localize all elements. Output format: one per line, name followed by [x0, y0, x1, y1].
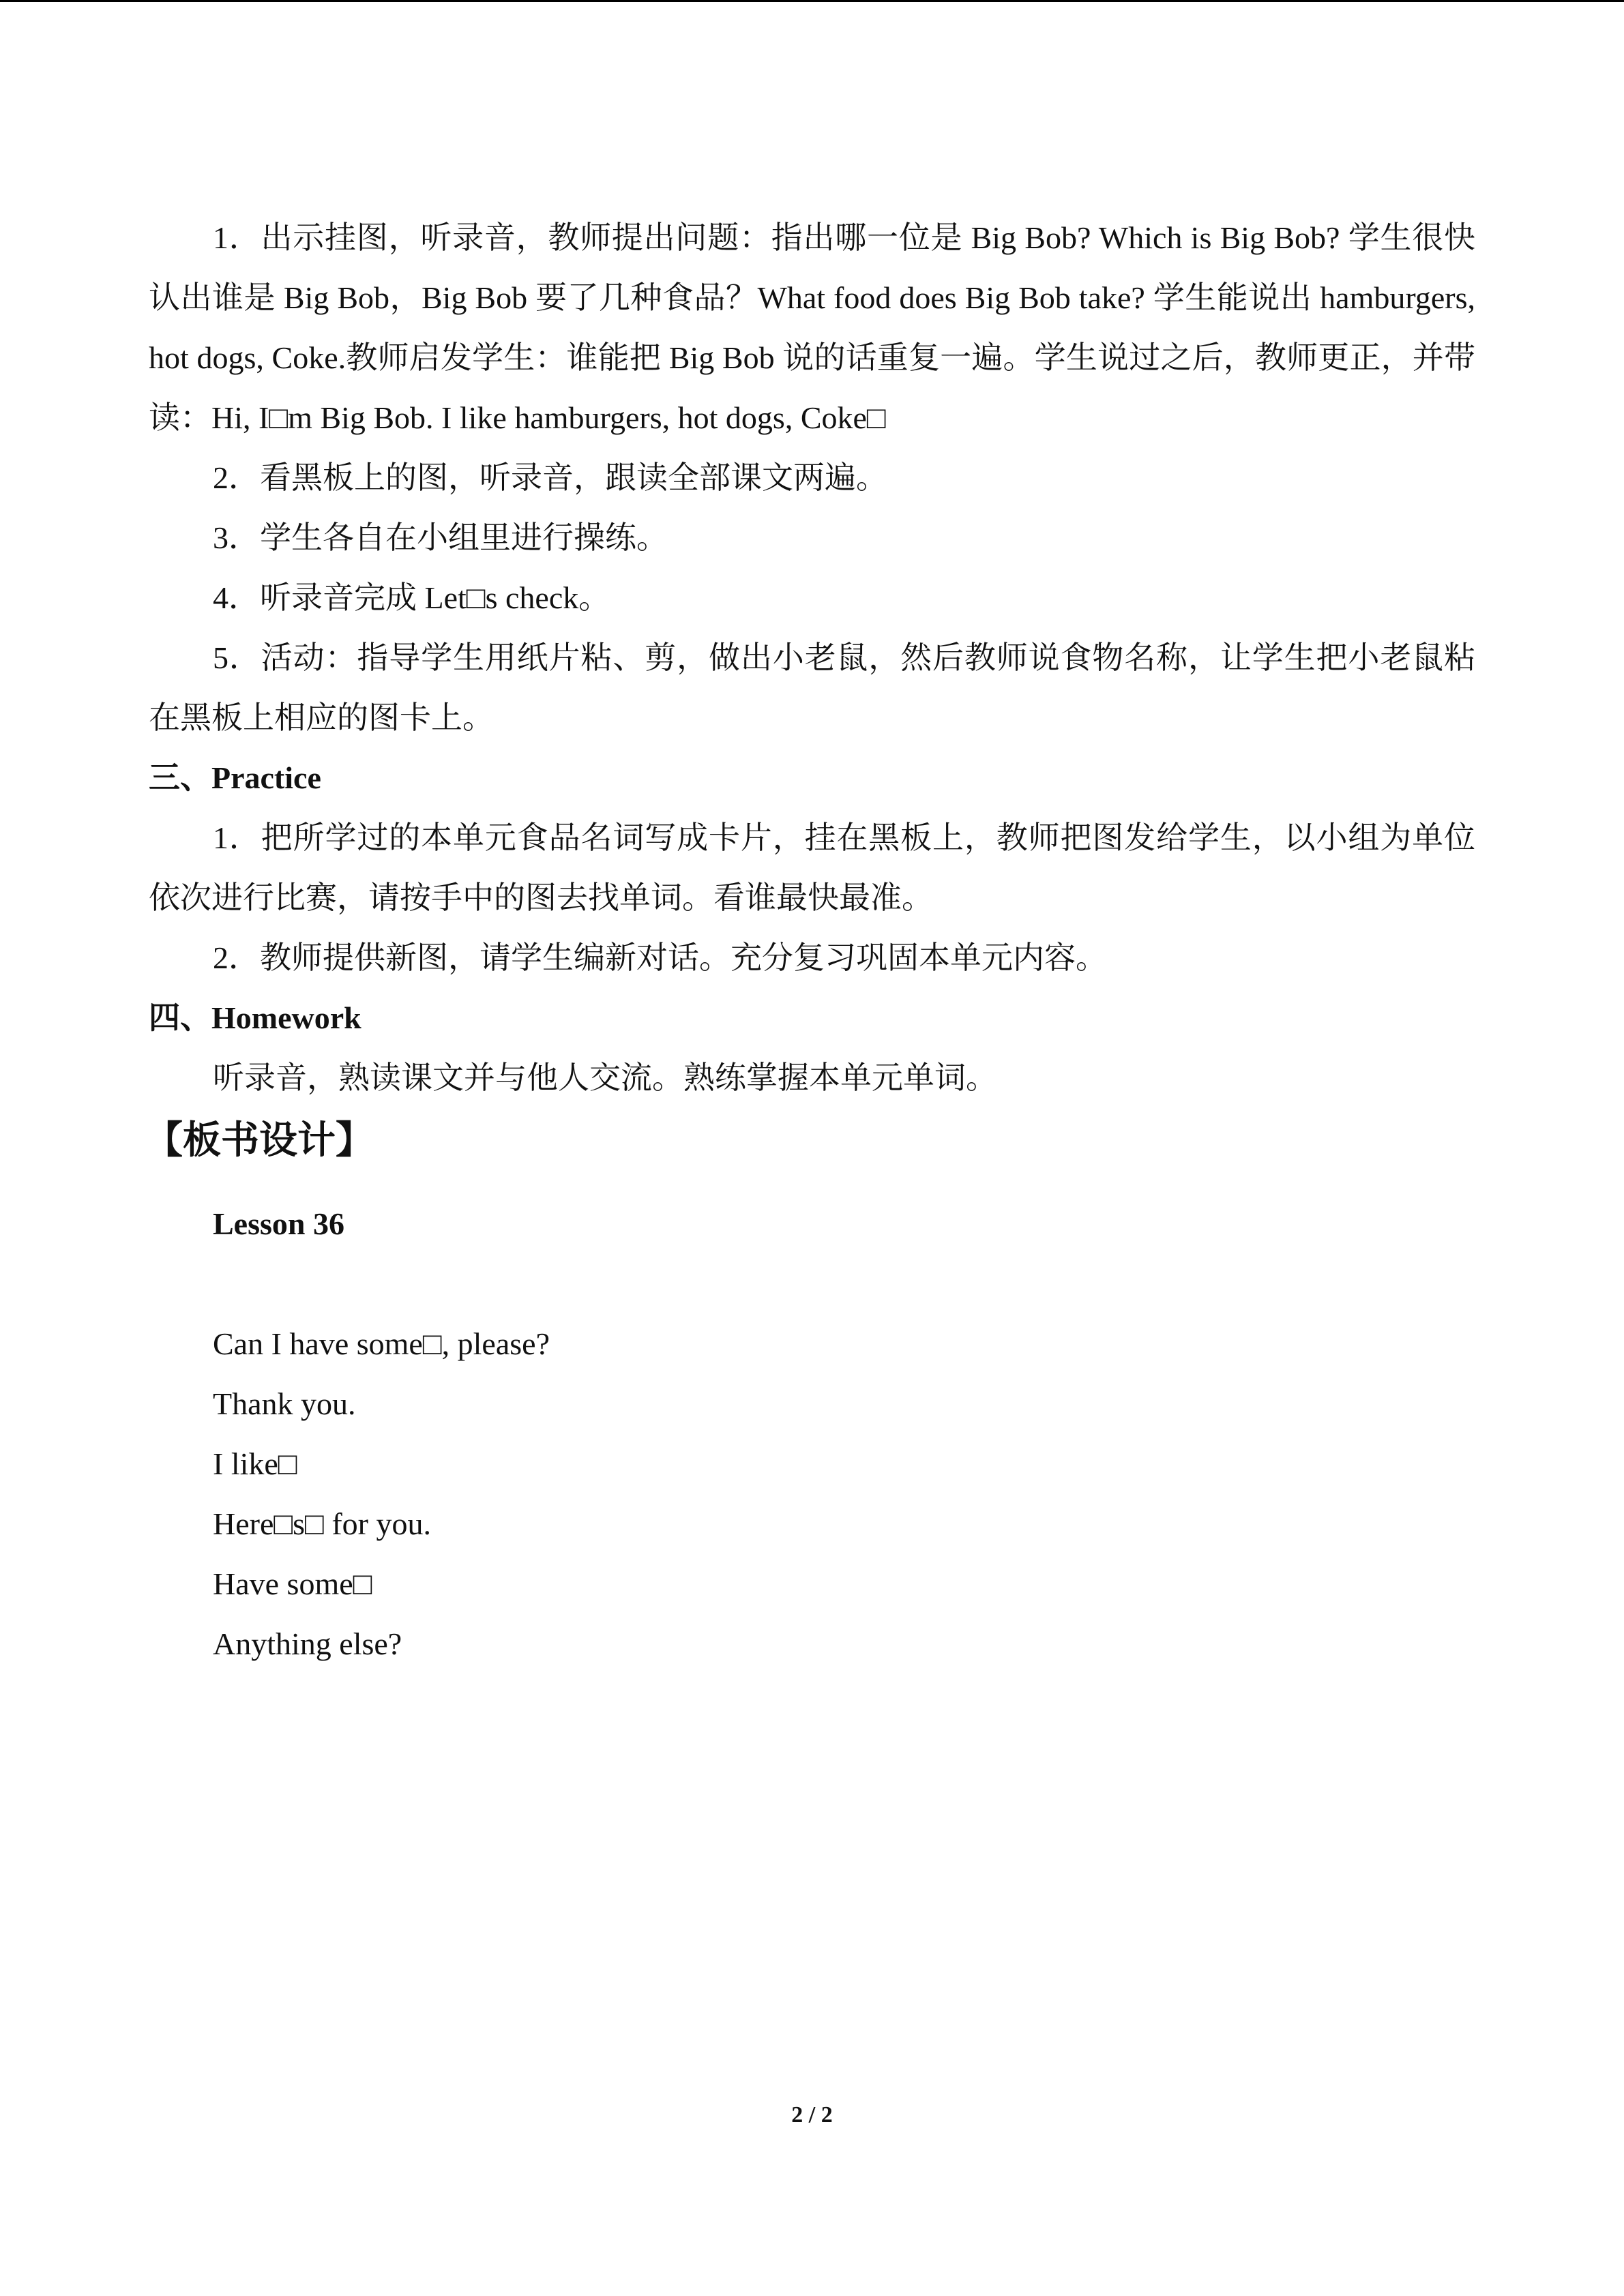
- step-3: 3．学生各自在小组里进行操练。: [213, 520, 668, 555]
- board-line-5: Have some□: [213, 1566, 372, 1601]
- practice-item-1: 1．把所学过的本单元食品名词写成卡片，挂在黑板上，教师把图发给学生，以小组为单位依次进行比赛，请按手中的图去找单词。看谁最快最准。: [149, 820, 1475, 915]
- step-2: 2．看黑板上的图，听录音，跟读全部课文两遍。: [213, 460, 887, 495]
- step-5: 5．活动：指导学生用纸片粘、剪，做出小老鼠，然后教师说食物名称，让学生把小老鼠粘在黑板上相应的图卡上。: [149, 640, 1475, 735]
- homework-text: 听录音，熟读课文并与他人交流。熟练掌握本单元单词。: [213, 1060, 997, 1095]
- practice-item-2: 2．教师提供新图，请学生编新对话。充分复习巩固本单元内容。: [213, 940, 1107, 975]
- board-spacer: [149, 1254, 1475, 1314]
- board-line-1: Can I have some□, please?: [213, 1326, 550, 1361]
- board-design-title: 【板书设计】: [145, 1118, 374, 1163]
- step-1: 1．出示挂图，听录音，教师提出问题：指出哪一位是 Big Bob? Which is Big Bob? 学生很快认出谁是 Big Bob，Big Bob 要了几种食品？What food does Big Bob take? 学生能说出 hamburgers, hot dogs, Coke.教师启发学生：谁能把 Big Bob 说的话重复一遍。学生说过之后，教师更正，并带读：Hi, I□m Big Bob. I like hamburgers, hot dogs, Coke□: [149, 220, 1475, 435]
- board-line-3: I like□: [213, 1446, 297, 1481]
- page-number: 2 / 2: [791, 2102, 833, 2128]
- board-line-4: Here□s□ for you.: [213, 1506, 431, 1541]
- homework-heading: 四、Homework: [149, 1000, 361, 1035]
- lesson-title: Lesson 36: [213, 1206, 344, 1241]
- board-line-2: Thank you.: [213, 1386, 356, 1421]
- practice-heading: 三、Practice: [149, 760, 321, 795]
- board-line-6: Anything else?: [213, 1626, 402, 1661]
- page-content: [145, 208, 1475, 1674]
- step-4: 4．听录音完成 Let□s check。: [213, 580, 610, 615]
